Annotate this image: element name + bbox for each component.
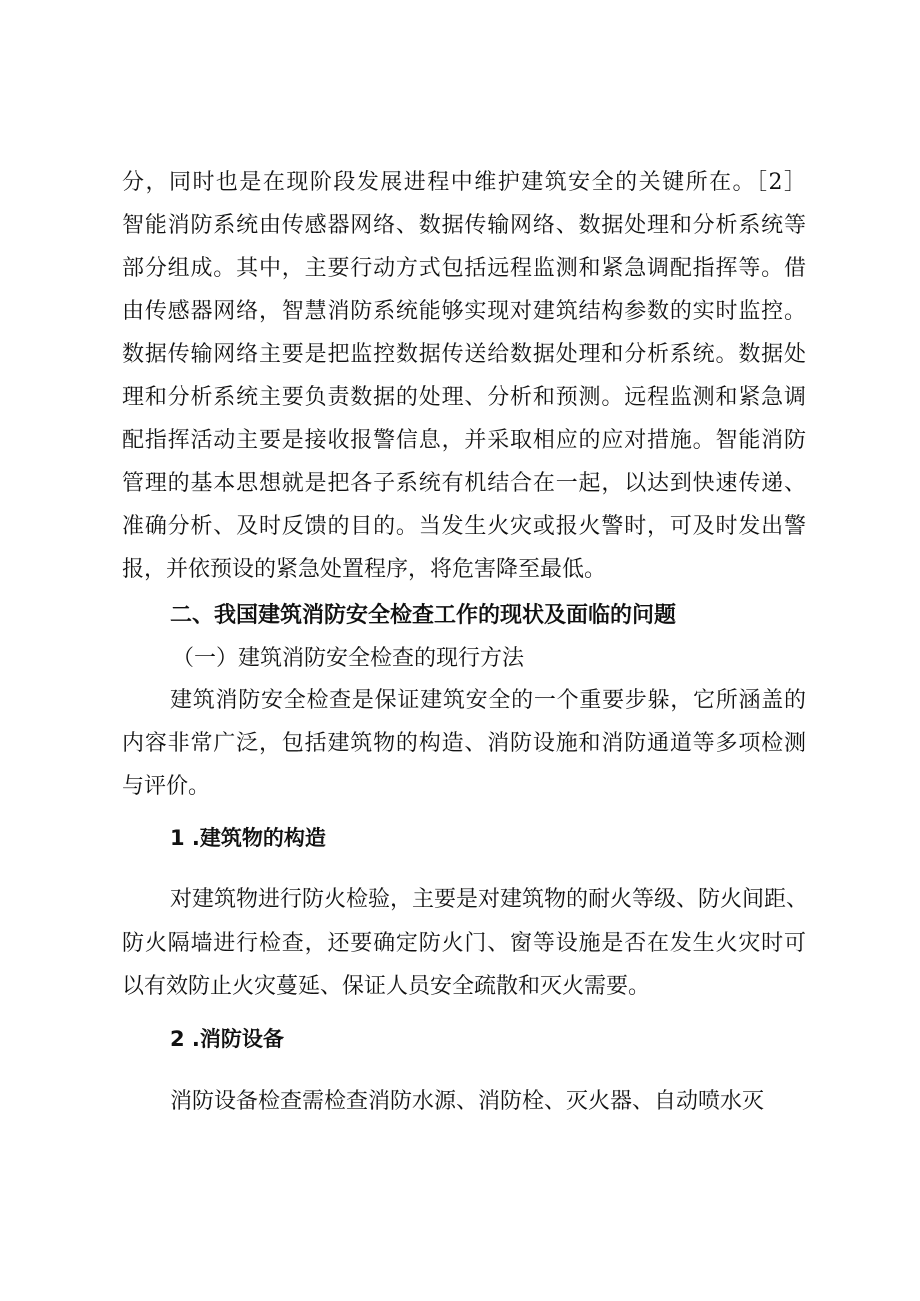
paragraph-line: 对建筑物进行防火检验，主要是对建筑物的耐火等级、防火间距、	[170, 887, 809, 912]
paragraph-line: 消防设备检查需检查消防水源、消防栓、灭火器、自动喷水灭	[170, 1089, 765, 1114]
paragraph-line: 由传感器网络，智慧消防系统能够实现对建筑结构参数的实时监控。	[122, 299, 806, 324]
paragraph-line: 配指挥活动主要是接收报警信息，并采取相应的应对措施。智能消防	[122, 428, 806, 453]
item-heading: 2 .消防设备	[170, 1027, 284, 1051]
paragraph-line: 准确分析、及时反馈的目的。当发生火灾或报火警时，可及时发出警	[122, 514, 806, 539]
paragraph-line: 以有效防止火灾蔓延、保证人员安全疏散和灭火需要。	[122, 974, 651, 999]
paragraph-line: 与评价。	[122, 774, 211, 799]
paragraph-line: 理和分析系统主要负责数据的处理、分析和预测。远程监测和紧急调	[122, 385, 806, 410]
paragraph-line: 内容非常广泛，包括建筑物的构造、消防设施和消防通道等多项检测	[122, 731, 806, 756]
paragraph-line: 分，同时也是在现阶段发展进程中维护建筑安全的关键所在。［2］	[122, 170, 806, 195]
section-heading: 二、我国建筑消防安全检查工作的现状及面临的问题	[170, 602, 677, 628]
paragraph-line: 部分组成。其中，主要行动方式包括远程监测和紧急调配指挥等。借	[122, 256, 806, 281]
item-heading: 1 .建筑物的构造	[170, 826, 326, 850]
paragraph-line: 建筑消防安全检查是保证建筑安全的一个重要步躲，它所涵盖的	[170, 688, 806, 713]
subsection-heading: （一）建筑消防安全检查的现行方法	[172, 646, 525, 671]
paragraph-line: 防火隔墙进行检查，还要确定防火门、窗等设施是否在发生火灾时可	[122, 931, 806, 956]
paragraph-line: 数据传输网络主要是把监控数据传送给数据处理和分析系统。数据处	[122, 342, 806, 367]
paragraph-line: 管理的基本思想就是把各子系统有机结合在一起，以达到快速传递、	[122, 471, 806, 496]
paragraph-line: 报，并依预设的紧急处置程序，将危害降至最低。	[122, 557, 607, 582]
paragraph-line: 智能消防系统由传感器网络、数据传输网络、数据处理和分析系统等	[122, 213, 806, 238]
